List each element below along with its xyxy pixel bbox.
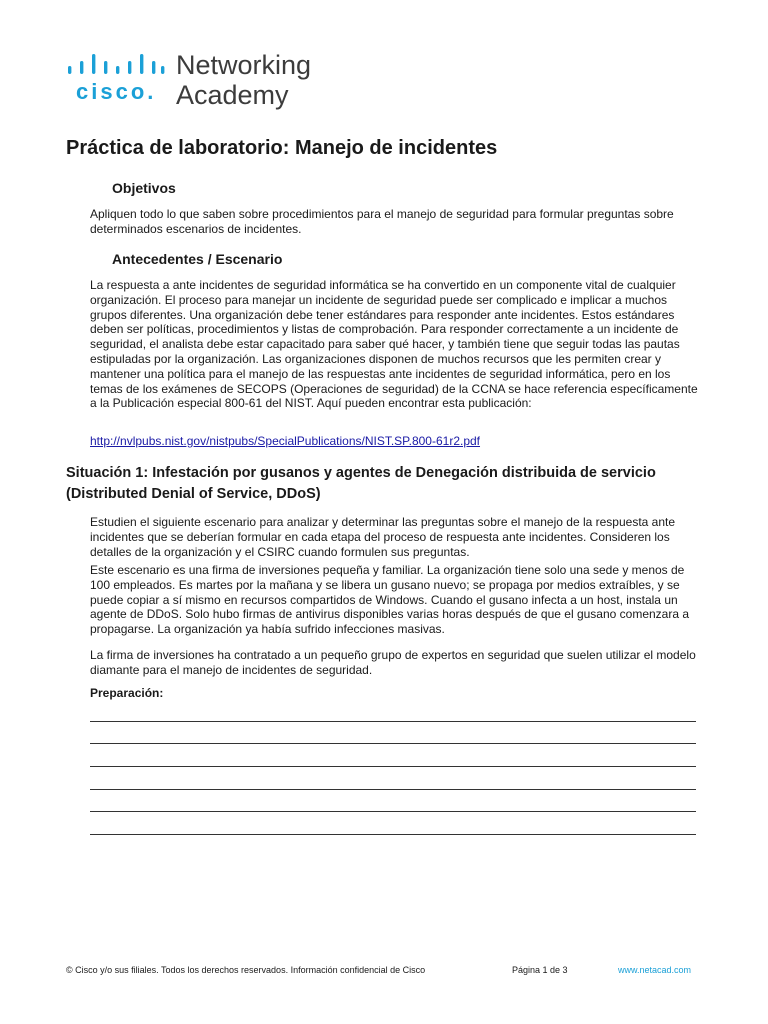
answer-line-6[interactable] bbox=[90, 834, 696, 835]
situation1-paragraph-3: La firma de inversiones ha contratado a un pequeño grupo de expertos en seguridad que suelen utilizar el modelo diamante para el manejo de incidentes de seguridad. bbox=[90, 648, 696, 677]
networking-academy-logo bbox=[66, 50, 326, 112]
preparation-label: Preparación: bbox=[90, 686, 164, 700]
objectives-text: Apliquen todo lo que saben sobre procedimientos para el manejo de seguridad para formular preguntas sobre determinados escenarios de incidentes. bbox=[90, 207, 674, 236]
background-heading: Antecedentes / Escenario bbox=[112, 251, 283, 267]
answer-line-2[interactable] bbox=[90, 743, 696, 744]
footer-copyright: © Cisco y/o sus filiales. Todos los derechos reservados. Información confidencial de Cisco bbox=[66, 965, 426, 975]
footer-page-number: Página 1 de 3 bbox=[512, 965, 568, 975]
situation1-paragraph-1: Estudien el siguiente escenario para analizar y determinar las preguntas sobre el manejo de la respuesta ante incidentes que se deberían formular en cada etapa del proceso de respuesta ante incidentes. Consideren los detalles de la organización y el CSIRC cuando formulen sus preguntas. bbox=[90, 515, 676, 559]
answer-line-1[interactable] bbox=[90, 721, 696, 722]
footer-website-link[interactable]: www.netacad.com bbox=[618, 965, 692, 975]
answer-line-3[interactable] bbox=[90, 766, 696, 767]
answer-line-4[interactable] bbox=[90, 789, 696, 790]
background-text: La respuesta a ante incidentes de seguridad informática se ha convertido en un componente vital de cualquier organización. El proceso para manejar un incidente de seguridad puede ser complicado e implicar a muchos grupos diferentes. Una organización debe tener estándares para responder ante incidentes. Estos estándares deben ser políticas, procedimientos y listas de comprobación. Para responder correctamente a un incidente de seguridad, el analista debe estar capacitado para saber qué hacer, y también tiene que seguir todas las pautas estipuladas por la organización. Las organizaciones disponen de muchos recursos que les permiten crear y mantener una política para el manejo de las respuestas ante incidentes de seguridad informática, pero en los temas de los exámenes de SECOPS (Operaciones de seguridad) de la CCNA se hace referencia específicamente a la Publicación especial 800-61 del NIST. Aquí pueden encontrar esta publicación: bbox=[90, 278, 698, 411]
nist-publication-link[interactable]: http://nvlpubs.nist.gov/nistpubs/SpecialPublications/NIST.SP.800-61r2.pdf bbox=[90, 434, 481, 448]
page-title: Práctica de laboratorio: Manejo de incidentes bbox=[66, 137, 498, 159]
logo-text-academy: Academy bbox=[176, 80, 289, 110]
answer-line-5[interactable] bbox=[90, 811, 696, 812]
logo-text-networking: Networking bbox=[176, 50, 312, 80]
objectives-heading: Objetivos bbox=[112, 180, 176, 196]
situation1-heading: Situación 1: Infestación por gusanos y agentes de Denegación distribuida de servicio (Distributed Denial of Service, DDoS) bbox=[66, 465, 656, 502]
cisco-wordmark: cisco. bbox=[76, 79, 154, 104]
situation1-paragraph-2: Este escenario es una firma de inversiones pequeña y familiar. La organización tiene solo una sede y menos de 100 empleados. Es martes por la mañana y se libera un gusano nuevo; se propaga por medios extraíbles, y se puede copiar a sí mismo en recursos compartidos de Windows. Cuando el gusano infecta a un host, instala un agente de DDoS. Solo hubo firmas de antivirus disponibles varias horas después de que el gusano comenzara a propagarse. La organización ya había sufrido infecciones masivas. bbox=[90, 563, 690, 637]
cisco-bars-icon bbox=[66, 50, 166, 78]
